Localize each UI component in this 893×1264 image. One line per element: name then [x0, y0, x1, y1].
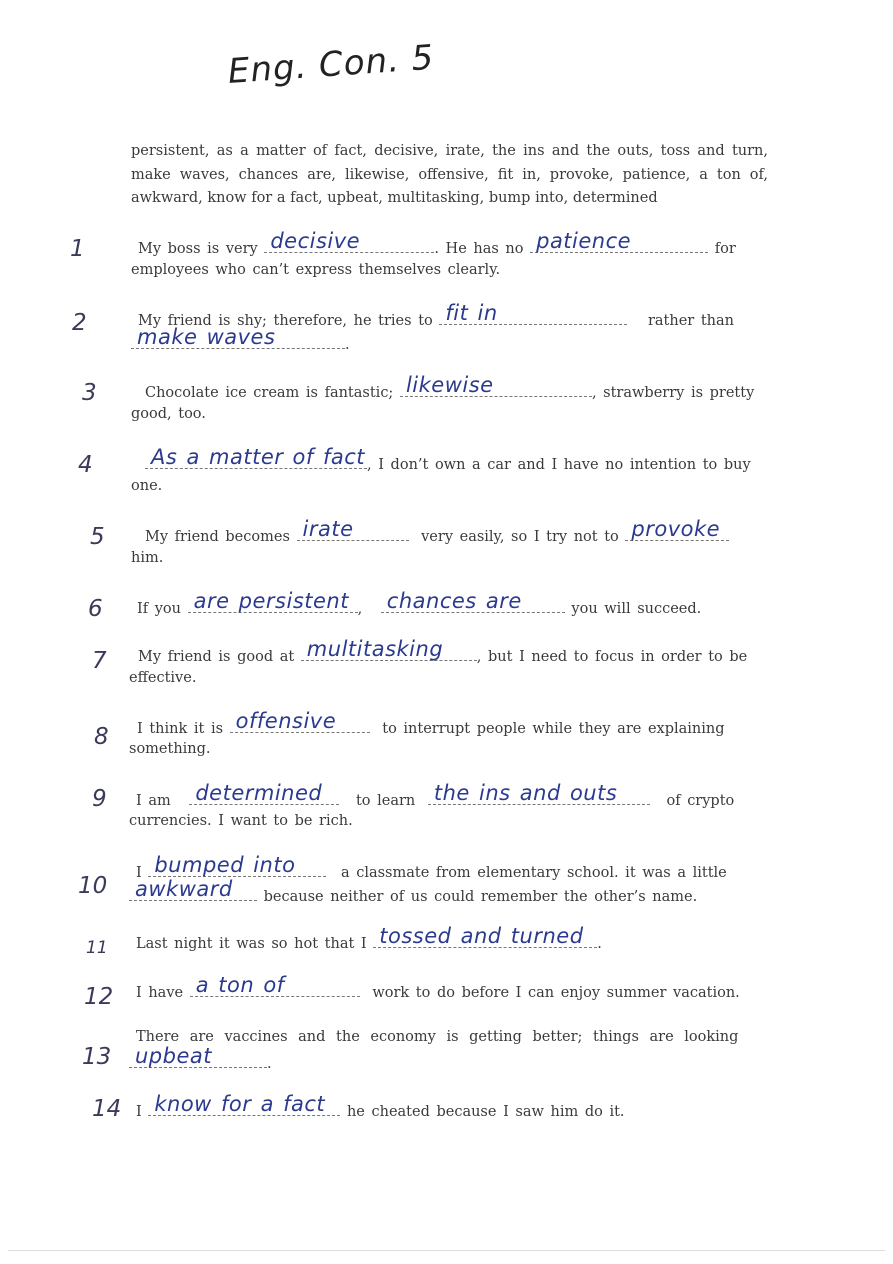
- answer-blank[interactable]: [264, 229, 434, 253]
- answer-blank[interactable]: [131, 325, 345, 349]
- answer-blank[interactable]: [129, 1044, 267, 1068]
- item-number: 14: [92, 1096, 122, 1122]
- sentence-line: [131, 325, 350, 353]
- sentence-text: something.: [129, 741, 211, 757]
- sentence-line: [138, 637, 748, 665]
- sentence-text: him.: [131, 550, 164, 566]
- item-number: 8: [94, 724, 109, 750]
- sentence-text: .: [345, 337, 350, 353]
- item-number: 1: [70, 236, 85, 262]
- sentence-line: [129, 1044, 272, 1072]
- handwritten-answer: offensive: [235, 709, 337, 733]
- item-number: 3: [82, 380, 97, 406]
- handwritten-answer: chances are: [386, 589, 522, 613]
- answer-blank[interactable]: [530, 229, 708, 253]
- answer-blank[interactable]: [190, 973, 360, 997]
- sentence-text: rather than: [647, 313, 734, 329]
- sentence-text: My friend is shy; therefore, he tries to: [138, 313, 433, 329]
- page-edge-rule: [8, 1250, 885, 1251]
- sentence-line: [136, 1092, 625, 1120]
- sentence-line: [136, 924, 602, 952]
- handwritten-answer: irate: [302, 517, 354, 541]
- answer-blank[interactable]: [373, 924, 597, 948]
- sentence-line: [145, 373, 755, 401]
- sentence-text: effective.: [129, 670, 197, 686]
- sentence-text: There are vaccines and the economy is getting better; things are looking: [136, 1029, 739, 1045]
- handwritten-title: Eng. Con. 5: [226, 37, 436, 92]
- sentence-text: very easily, so I try not to: [421, 529, 619, 545]
- handwritten-answer: are persistent: [193, 589, 349, 613]
- item-number: 5: [90, 524, 105, 550]
- sentence-text: he cheated because I saw him do it.: [346, 1104, 625, 1120]
- sentence-line: [145, 517, 729, 545]
- sentence-text: Chocolate ice cream is fantastic;: [145, 385, 394, 401]
- sentence-text: a classmate from elementary school. it was a little: [340, 865, 727, 881]
- answer-blank[interactable]: [400, 373, 592, 397]
- sentence-text: .: [597, 936, 602, 952]
- sentence-text: because neither of us could remember the other’s name.: [263, 889, 698, 905]
- sentence-text: My friend is good at: [138, 649, 295, 665]
- sentence-text: .: [267, 1056, 272, 1072]
- answer-blank[interactable]: [428, 781, 650, 805]
- answer-blank[interactable]: [381, 589, 565, 613]
- handwritten-answer: upbeat: [135, 1044, 212, 1068]
- handwritten-answer: know for a fact: [154, 1092, 326, 1116]
- answer-blank[interactable]: [301, 637, 477, 661]
- item-number: 11: [86, 938, 108, 958]
- handwritten-answer: a ton of: [195, 973, 285, 997]
- handwritten-answer: the ins and outs: [433, 781, 618, 805]
- sentence-text: ,: [357, 601, 363, 617]
- sentence-text: of crypto: [666, 793, 735, 809]
- sentence-text: I: [136, 1104, 142, 1120]
- handwritten-answer: make waves: [137, 325, 276, 349]
- sentence-text: good, too.: [131, 406, 206, 422]
- answer-blank[interactable]: [230, 709, 370, 733]
- sentence-text: to interrupt people while they are explaining: [382, 721, 725, 737]
- sentence-line: [138, 229, 736, 257]
- handwritten-answer: awkward: [135, 877, 233, 901]
- handwritten-answer: fit in: [445, 301, 498, 325]
- sentence-line: [136, 781, 735, 809]
- item-number: 9: [92, 786, 107, 812]
- sentence-text: work to do before I can enjoy summer vacation.: [372, 985, 740, 1001]
- handwritten-answer: bumped into: [154, 853, 296, 877]
- item-number: 4: [78, 452, 93, 478]
- answer-blank[interactable]: [189, 781, 339, 805]
- sentence-text: , I don’t own a car and I have no intention to buy: [367, 457, 751, 473]
- sentence-text: to learn: [355, 793, 416, 809]
- sentence-line: [137, 589, 702, 617]
- answer-blank[interactable]: [188, 589, 358, 613]
- sentence-text: I am: [136, 793, 171, 809]
- answer-blank[interactable]: [129, 877, 257, 901]
- sentence-text: My boss is very: [138, 241, 258, 257]
- item-number: 6: [88, 596, 103, 622]
- answer-blank[interactable]: [297, 517, 409, 541]
- sentence-line: [129, 877, 698, 905]
- sentence-text: for: [714, 241, 736, 257]
- answer-blank[interactable]: [145, 445, 367, 469]
- sentence-text: I: [136, 865, 142, 881]
- handwritten-answer: determined: [195, 781, 323, 805]
- sentence-text: one.: [131, 478, 163, 494]
- answer-blank[interactable]: [148, 1092, 340, 1116]
- sentence-text: you will succeed.: [571, 601, 702, 617]
- item-number: 10: [78, 873, 108, 899]
- answer-blank[interactable]: [148, 853, 326, 877]
- sentence-text: I have: [136, 985, 184, 1001]
- handwritten-answer: decisive: [270, 229, 361, 253]
- handwritten-answer: As a matter of fact: [151, 445, 366, 469]
- sentence-line: [145, 445, 751, 473]
- sentence-text: Last night it was so hot that I: [136, 936, 367, 952]
- sentence-text: If you: [137, 601, 181, 617]
- sentence-text: I think it is: [137, 721, 224, 737]
- sentence-text: employees who can’t express themselves clearly.: [131, 262, 501, 278]
- handwritten-answer: likewise: [405, 373, 494, 397]
- sentence-text: , but I need to focus in order to be: [476, 649, 748, 665]
- sentence-line: [137, 709, 725, 737]
- sentence-text: , strawberry is pretty: [591, 385, 755, 401]
- item-number: 13: [82, 1044, 112, 1070]
- sentence-text: currencies. I want to be rich.: [129, 813, 353, 829]
- answer-blank[interactable]: [625, 517, 729, 541]
- sentence-text: My friend becomes: [145, 529, 290, 545]
- sentence-line: [136, 973, 740, 1001]
- item-number: 2: [72, 310, 87, 336]
- handwritten-answer: tossed and turned: [379, 924, 584, 948]
- item-number: 12: [84, 984, 114, 1010]
- handwritten-answer: provoke: [631, 517, 721, 541]
- answer-blank[interactable]: [439, 301, 627, 325]
- word-bank: persistent, as a matter of fact, decisive, irate, the ins and the outs, toss and turn, make waves, chances are, likewise, offensive, fit in, provoke, patience, a ton of, awkward, know for a fact, upbeat, multitasking, bump into, determined: [131, 143, 768, 206]
- handwritten-answer: patience: [536, 229, 632, 253]
- sentence-text: . He has no: [434, 241, 524, 257]
- handwritten-answer: multitasking: [306, 637, 444, 661]
- item-number: 7: [92, 648, 107, 674]
